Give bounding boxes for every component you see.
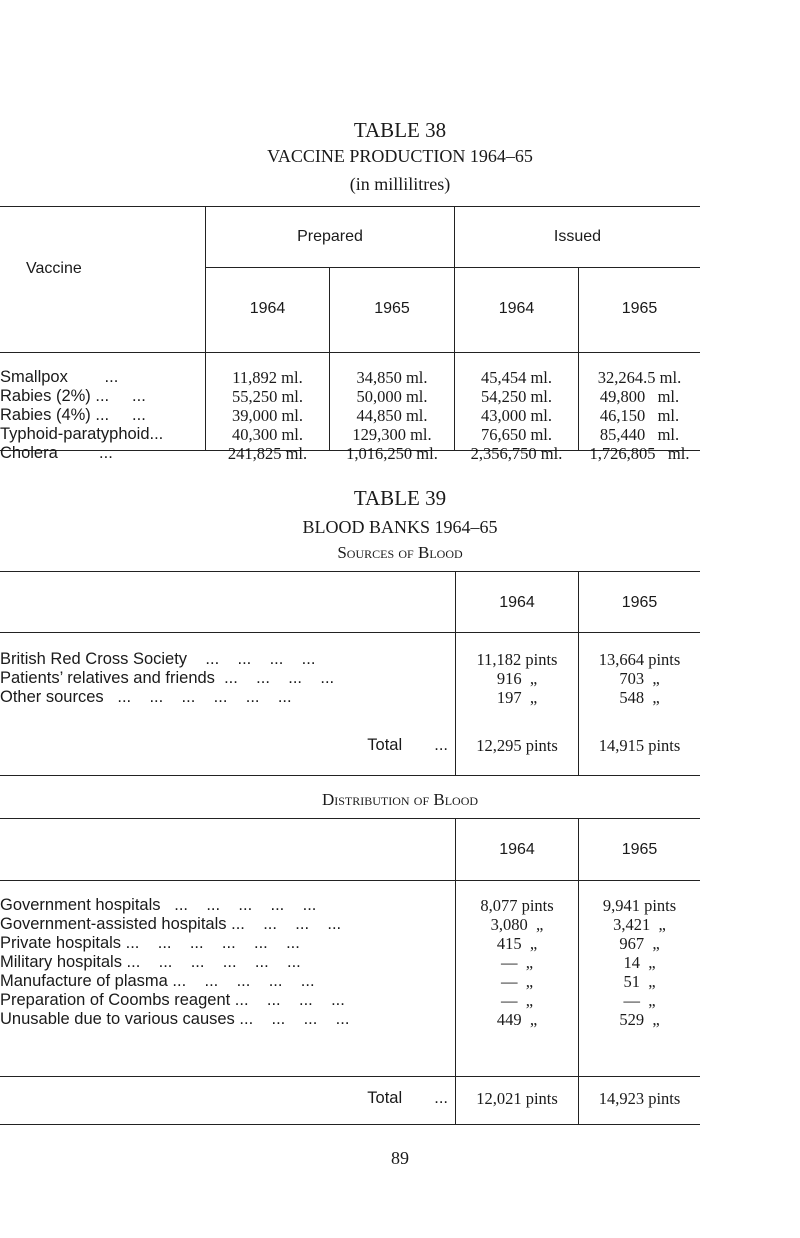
table38-subtitle: VACCINE PRODUCTION 1964–65	[267, 146, 533, 166]
header-prepared: Prepared	[297, 228, 363, 245]
table39-title: TABLE 39	[353, 486, 447, 510]
distribution-name: Government-assisted hospitals ... ... ... ...	[0, 915, 342, 933]
page-number: 89	[391, 1148, 409, 1168]
vaccine-value-p64: 39,000 ml.	[231, 406, 304, 425]
source-name: Other sources ... ... ... ... ... ...	[0, 688, 292, 706]
vaccine-value-p64: 241,825 ml.	[227, 444, 308, 463]
vaccine-value-i64: 54,250 ml.	[480, 387, 553, 406]
table38-units: (in millilitres)	[349, 174, 451, 194]
distribution-bottom-rule	[0, 1124, 700, 1125]
header-1965-issued: 1965	[621, 300, 658, 317]
source-name: British Red Cross Society ... ... ... ...	[0, 650, 316, 668]
sources-bottom-rule	[0, 775, 700, 776]
distribution-1964: 449 „	[496, 1010, 538, 1029]
source-1965: 548 „	[619, 688, 660, 707]
distribution-total-label: Total ...	[367, 1089, 448, 1107]
vaccine-value-p65: 129,300 ml.	[352, 425, 432, 444]
vaccine-name: Cholera ...	[0, 444, 113, 462]
vaccine-value-i64: 2,356,750 ml.	[470, 444, 563, 463]
distribution-1964: 3,080 „	[490, 915, 544, 934]
distribution-name: Private hospitals ... ... ... ... ... ...	[0, 934, 300, 952]
header-issued: Issued	[553, 228, 602, 245]
distribution-name: Preparation of Coombs reagent ... ... ... ...	[0, 991, 345, 1009]
source-1965: 13,664 pints	[598, 650, 681, 669]
vaccine-value-p65: 1,016,250 ml.	[346, 444, 438, 463]
sources-header-1964: 1964	[499, 594, 535, 611]
source-1964: 916 „	[496, 669, 538, 688]
distribution-total-1964: 12,021 pints	[476, 1089, 558, 1108]
distribution-1964: 8,077 pints	[480, 896, 554, 915]
source-1965: 703 „	[619, 669, 660, 688]
distribution-1964: 415 „	[496, 934, 538, 953]
table38-top-rule	[0, 206, 700, 207]
distribution-1965: 9,941 pints	[602, 896, 677, 915]
distribution-1965: 3,421 „	[613, 915, 666, 934]
vaccine-value-p65: 34,850 ml.	[356, 368, 428, 387]
distribution-1965: 14 „	[623, 953, 656, 972]
sources-top-rule	[0, 571, 700, 572]
sources-header-1965: 1965	[621, 594, 658, 611]
distribution-name: Unusable due to various causes ... ... ... ...	[0, 1010, 350, 1028]
table38-title: TABLE 38	[353, 118, 447, 142]
distribution-header-1964: 1964	[499, 841, 535, 858]
header-1964-prepared: 1964	[249, 300, 286, 317]
distribution-1965: — „	[623, 991, 656, 1010]
source-1964: 11,182 pints	[476, 650, 558, 669]
sources-total-1964: 12,295 pints	[476, 736, 558, 755]
distribution-1964: — „	[500, 953, 534, 972]
vaccine-value-i65: 32,264.5 ml.	[597, 368, 682, 387]
sources-total-1965: 14,915 pints	[598, 736, 681, 755]
sources-heading: Sources of Blood	[337, 543, 463, 562]
header-1964-issued: 1964	[498, 300, 535, 317]
vaccine-name: Typhoid-paratyphoid...	[0, 425, 164, 443]
table38-header-bottom-rule	[0, 352, 700, 353]
vaccine-value-i64: 76,650 ml.	[480, 425, 553, 444]
distribution-header-1965: 1965	[621, 841, 658, 858]
vaccine-name: Rabies (4%) ... ...	[0, 406, 146, 424]
source-name: Patients’ relatives and friends ... ... ... ...	[0, 669, 335, 687]
distribution-header-rule	[0, 880, 700, 881]
source-1964: 197 „	[496, 688, 538, 707]
distribution-name: Military hospitals ... ... ... ... ... ...	[0, 953, 301, 971]
header-vaccine: Vaccine	[26, 260, 82, 277]
distribution-1965: 967 „	[619, 934, 660, 953]
table39-subtitle: BLOOD BANKS 1964–65	[302, 517, 498, 537]
vaccine-value-p65: 44,850 ml.	[356, 406, 428, 425]
header-1965-prepared: 1965	[374, 300, 410, 317]
table38-header-mid-rule	[206, 267, 700, 268]
vaccine-value-i65: 49,800 ml.	[599, 387, 680, 406]
vaccine-name: Smallpox ...	[0, 368, 119, 386]
distribution-total-rule	[0, 1076, 700, 1077]
sources-total-label: Total ...	[367, 736, 448, 754]
distribution-total-1965: 14,923 pints	[598, 1089, 681, 1108]
vaccine-value-p64: 40,300 ml.	[231, 425, 304, 444]
sources-header-rule	[0, 632, 700, 633]
distribution-1965: 51 „	[623, 972, 656, 991]
distribution-1964: — „	[500, 972, 534, 991]
vaccine-name: Rabies (2%) ... ...	[0, 387, 146, 405]
vaccine-value-i65: 1,726,805 ml.	[589, 444, 690, 463]
vaccine-value-i65: 46,150 ml.	[599, 406, 680, 425]
distribution-name: Government hospitals ... ... ... ... ...	[0, 896, 317, 914]
vaccine-value-p64: 55,250 ml.	[231, 387, 304, 406]
distribution-name: Manufacture of plasma ... ... ... ... ...	[0, 972, 315, 990]
distribution-top-rule	[0, 818, 700, 819]
vaccine-value-i64: 45,454 ml.	[480, 368, 553, 387]
vaccine-value-i65: 85,440 ml.	[599, 425, 680, 444]
vaccine-value-i64: 43,000 ml.	[480, 406, 553, 425]
distribution-1964: — „	[500, 991, 534, 1010]
vaccine-value-p65: 50,000 ml.	[356, 387, 428, 406]
distribution-heading: Distribution of Blood	[321, 790, 479, 809]
vaccine-value-p64: 11,892 ml.	[232, 368, 303, 387]
distribution-1965: 529 „	[619, 1010, 660, 1029]
